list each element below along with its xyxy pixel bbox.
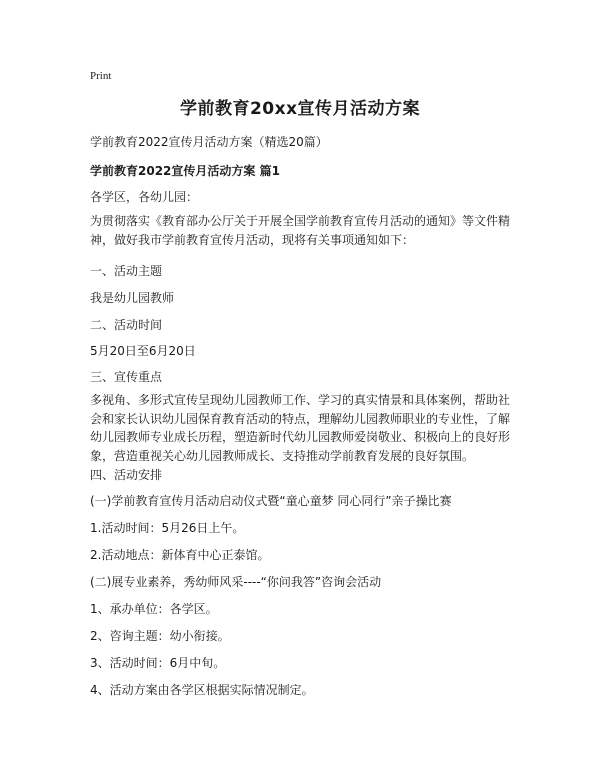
activity-2-item-4: 4、活动方案由各学区根据实际情况制定。 bbox=[90, 683, 314, 697]
activity-1-item-1: 1.活动时间：5月26日上午。 bbox=[90, 521, 245, 535]
print-label: Print bbox=[90, 70, 112, 82]
section-3-heading: 三、宣传重点 bbox=[90, 370, 163, 384]
salutation: 各学区，各幼儿园： bbox=[90, 190, 199, 204]
section-2-body: 5月20日至6月20日 bbox=[90, 344, 196, 358]
section-1-heading: 一、活动主题 bbox=[90, 264, 163, 278]
activity-2-item-1: 1、承办单位：各学区。 bbox=[90, 602, 218, 616]
document-title: 学前教育20xx宣传月活动方案 bbox=[179, 99, 421, 119]
document-subtitle: 学前教育2022宣传月活动方案（精选20篇） bbox=[90, 135, 328, 149]
activity-2-item-2: 2、咨询主题：幼小衔接。 bbox=[90, 629, 230, 643]
section-4-heading: 四、活动安排 bbox=[90, 468, 163, 482]
section-1-body: 我是幼儿园教师 bbox=[90, 291, 175, 305]
activity-1-item-2: 2.活动地点：新体育中心正泰馆。 bbox=[90, 548, 270, 562]
section-heading: 学前教育2022宣传月活动方案 篇1 bbox=[90, 164, 280, 178]
intro-paragraph: 为贯彻落实《教育部办公厅关于开展全国学前教育宣传月活动的通知》等文件精神，做好我市学前教育宣传月活动，现将有关事项通知如下： bbox=[90, 214, 511, 247]
section-2-heading: 二、活动时间 bbox=[90, 318, 163, 332]
section-3-body: 多视角、多形式宣传呈现幼儿园教师工作、学习的真实情景和具体案例，帮助社会和家长认识幼儿园保育教育活动的特点，理解幼儿园教师职业的专业性，了解幼儿园教师专业成长历程，塑造新时代幼儿园教师爱岗敬业、积极向上的良好形象，营造重视关心幼儿园教师成长、支持推动学前教育发展的良好氛围。 bbox=[90, 393, 511, 463]
activity-2-item-3: 3、活动时间：6月中旬。 bbox=[90, 656, 226, 670]
activity-1-heading: (一)学前教育宣传月活动启动仪式暨“童心童梦 同心同行”亲子操比赛 bbox=[90, 494, 452, 508]
activity-2-heading: (二)展专业素养，秀幼师风采----“你问我答”咨询会活动 bbox=[90, 575, 382, 589]
